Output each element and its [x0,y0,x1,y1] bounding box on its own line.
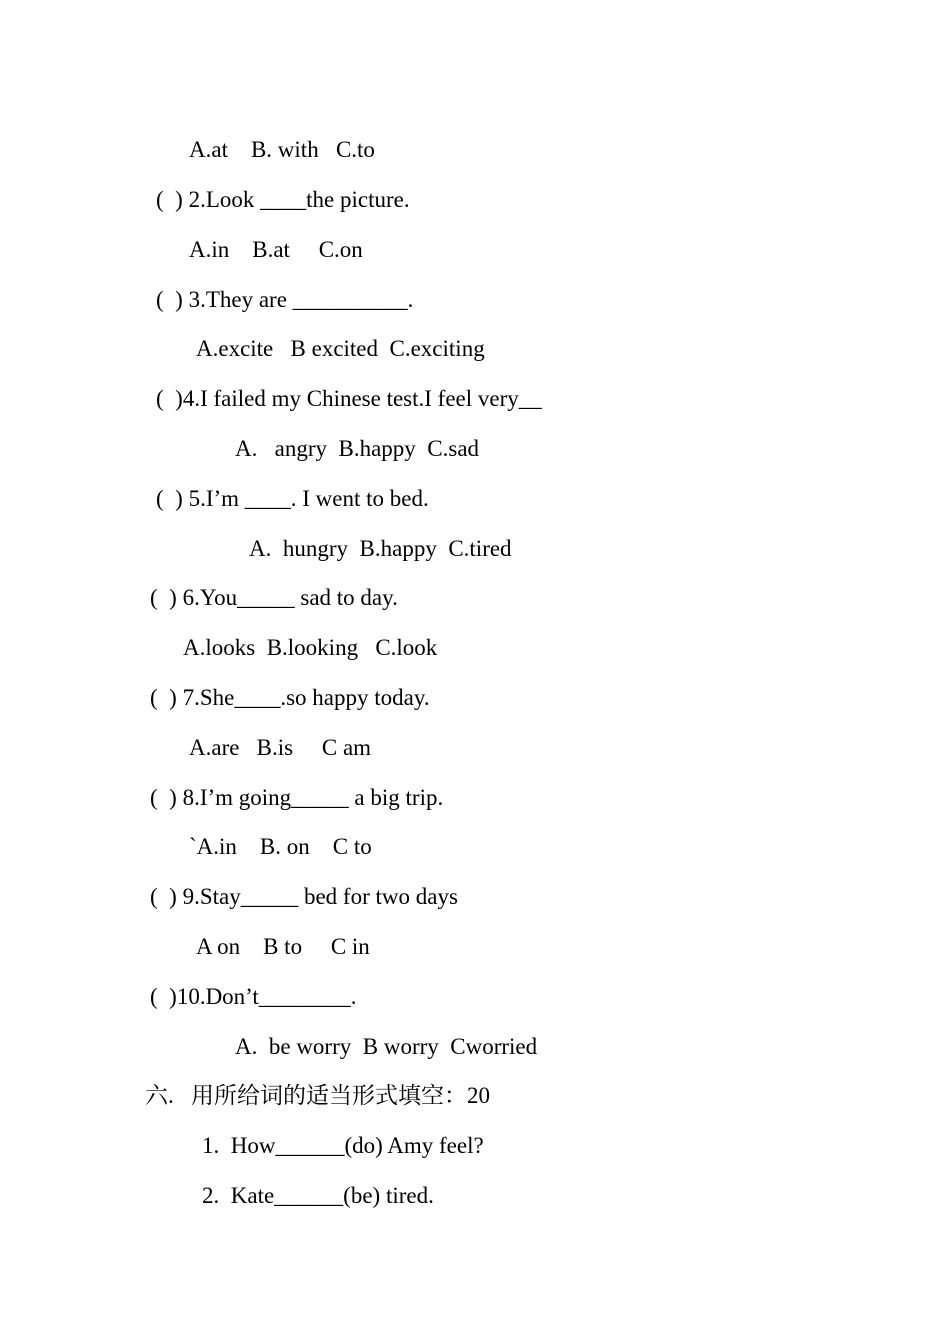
q2-options: A.in B.at C.on [189,237,363,262]
fill-item-1: 1. How______(do) Amy feel? [202,1133,484,1158]
q1-options: A.at B. with C.to [189,137,375,162]
question-9: ( ) 9.Stay_____ bed for two days [150,884,458,909]
question-3: ( ) 3.They are __________. [156,287,414,312]
question-8: ( ) 8.I’m going_____ a big trip. [150,785,444,810]
q5-options: A. hungry B.happy C.tired [249,536,512,561]
question-5: ( ) 5.I’m ____. I went to bed. [156,486,429,511]
q3-options: A.excite B excited C.exciting [196,336,485,361]
question-4: ( )4.I failed my Chinese test.I feel very__ [156,386,542,411]
fill-item-2: 2. Kate______(be) tired. [202,1183,434,1208]
q6-options: A.looks B.looking C.look [183,635,438,660]
q7-options: A.are B.is C am [189,735,372,760]
question-6: ( ) 6.You_____ sad to day. [150,585,398,610]
question-7: ( ) 7.She____.so happy today. [150,685,430,710]
q9-options: A on B to C in [196,934,370,959]
question-10: ( )10.Don’t________. [150,984,357,1009]
section-6-heading: 六. 用所给词的适当形式填空：20 [145,1083,490,1108]
question-2: ( ) 2.Look ____the picture. [156,187,410,212]
q4-options: A. angry B.happy C.sad [235,436,480,461]
q8-options: `A.in B. on C to [189,834,372,859]
q10-options: A. be worry B worry Cworried [235,1034,538,1059]
